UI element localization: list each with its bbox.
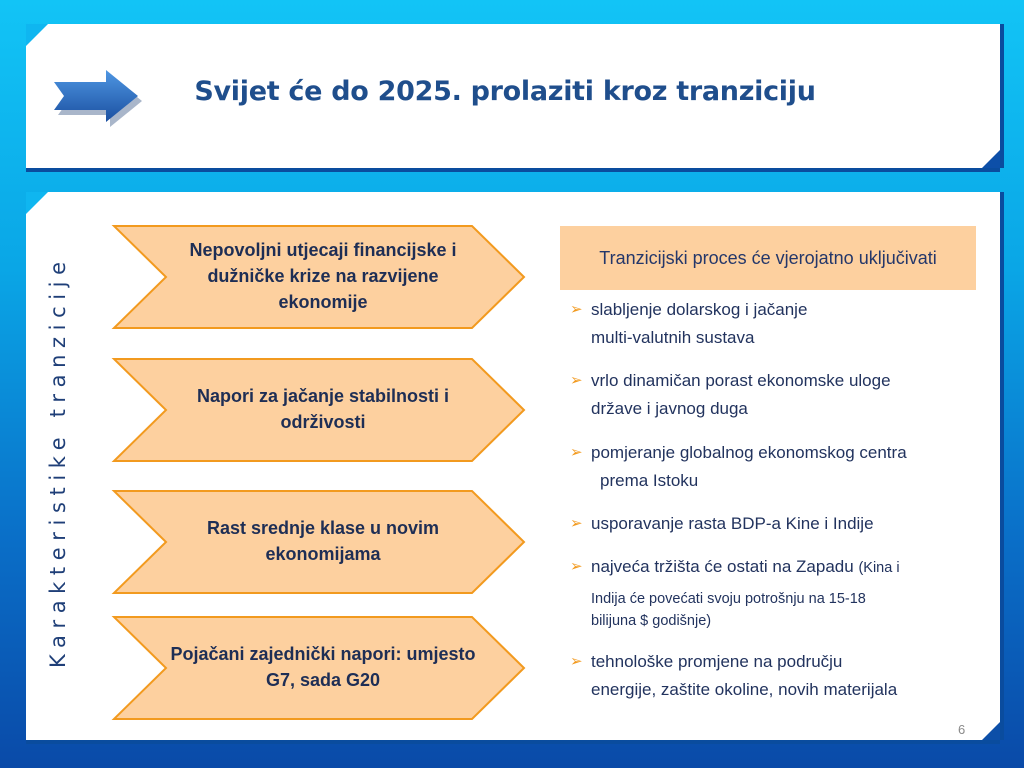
panel-edge — [1000, 192, 1004, 740]
arrow-bullet-icon: ➢ — [570, 301, 583, 318]
bullet-text: energije, zaštite okoline, novih materijala — [591, 680, 898, 699]
bullet-text: države i javnog duga — [591, 399, 748, 418]
list-item — [570, 439, 980, 495]
bullet-text: slabljenje dolarskog i jačanje — [591, 300, 808, 319]
arrow-bullet-icon: ➢ — [570, 372, 583, 389]
bullet-text: multi-valutnih sustava — [591, 328, 755, 347]
list-item — [570, 648, 980, 704]
chevron-text: Pojačani zajednički napori: umjesto G7, sada G20 — [170, 644, 476, 690]
list-item — [570, 553, 980, 631]
arrow-bullet-icon: ➢ — [570, 558, 583, 575]
chevron-item — [110, 489, 530, 597]
panel-corner — [982, 150, 1000, 168]
bullet-text: tehnološke promjene na području — [591, 652, 843, 671]
page-title: Svijet će do 2025. prolaziti kroz tranziciju — [194, 76, 816, 107]
panel-edge — [1000, 24, 1004, 168]
bullet-text-note: bilijuna $ godišnje) — [591, 613, 712, 629]
bullet-text-main: najveća tržišta će ostati na Zapadu — [591, 557, 854, 576]
side-label: Karakteristike tranzicije — [46, 255, 70, 668]
chevron-text: Rast srednje klase u novim ekonomijama — [206, 518, 440, 564]
panel-edge — [26, 740, 1000, 744]
list-item — [570, 296, 980, 352]
right-arrow-icon — [52, 68, 142, 128]
bullet-text: usporavanje rasta BDP-a Kine i Indije — [591, 514, 874, 533]
list-item — [570, 510, 980, 538]
right-heading: Tranzicijski proces će vjerojatno uključivati — [560, 226, 976, 290]
arrow-bullet-icon: ➢ — [570, 515, 583, 532]
chevron-item — [110, 224, 530, 332]
list-item — [570, 367, 980, 423]
panel-corner — [982, 722, 1000, 740]
panel-edge — [26, 168, 1000, 172]
chevron-text: Napori za jačanje stabilnosti i održivosti — [196, 386, 450, 432]
bullet-text: prema Istoku — [600, 471, 699, 490]
bullet-text: vrlo dinamičan porast ekonomske uloge — [591, 371, 891, 390]
arrow-bullet-icon: ➢ — [570, 444, 583, 461]
chevron-text: Nepovoljni utjecaji financijske i dužničke krize na razvijene ekonomije — [189, 240, 457, 312]
chevron-item — [110, 615, 530, 723]
bullet-text — [570, 553, 980, 582]
chevron-item — [110, 357, 530, 465]
bullet-text-note: (Kina i — [858, 560, 900, 576]
page-number: 6 — [958, 722, 966, 737]
arrow-bullet-icon: ➢ — [570, 653, 583, 670]
bullet-text: pomjeranje globalnog ekonomskog centra — [591, 443, 907, 462]
bullet-text-note: Indija će povećati svoju potrošnju na 15-18 — [591, 591, 866, 607]
